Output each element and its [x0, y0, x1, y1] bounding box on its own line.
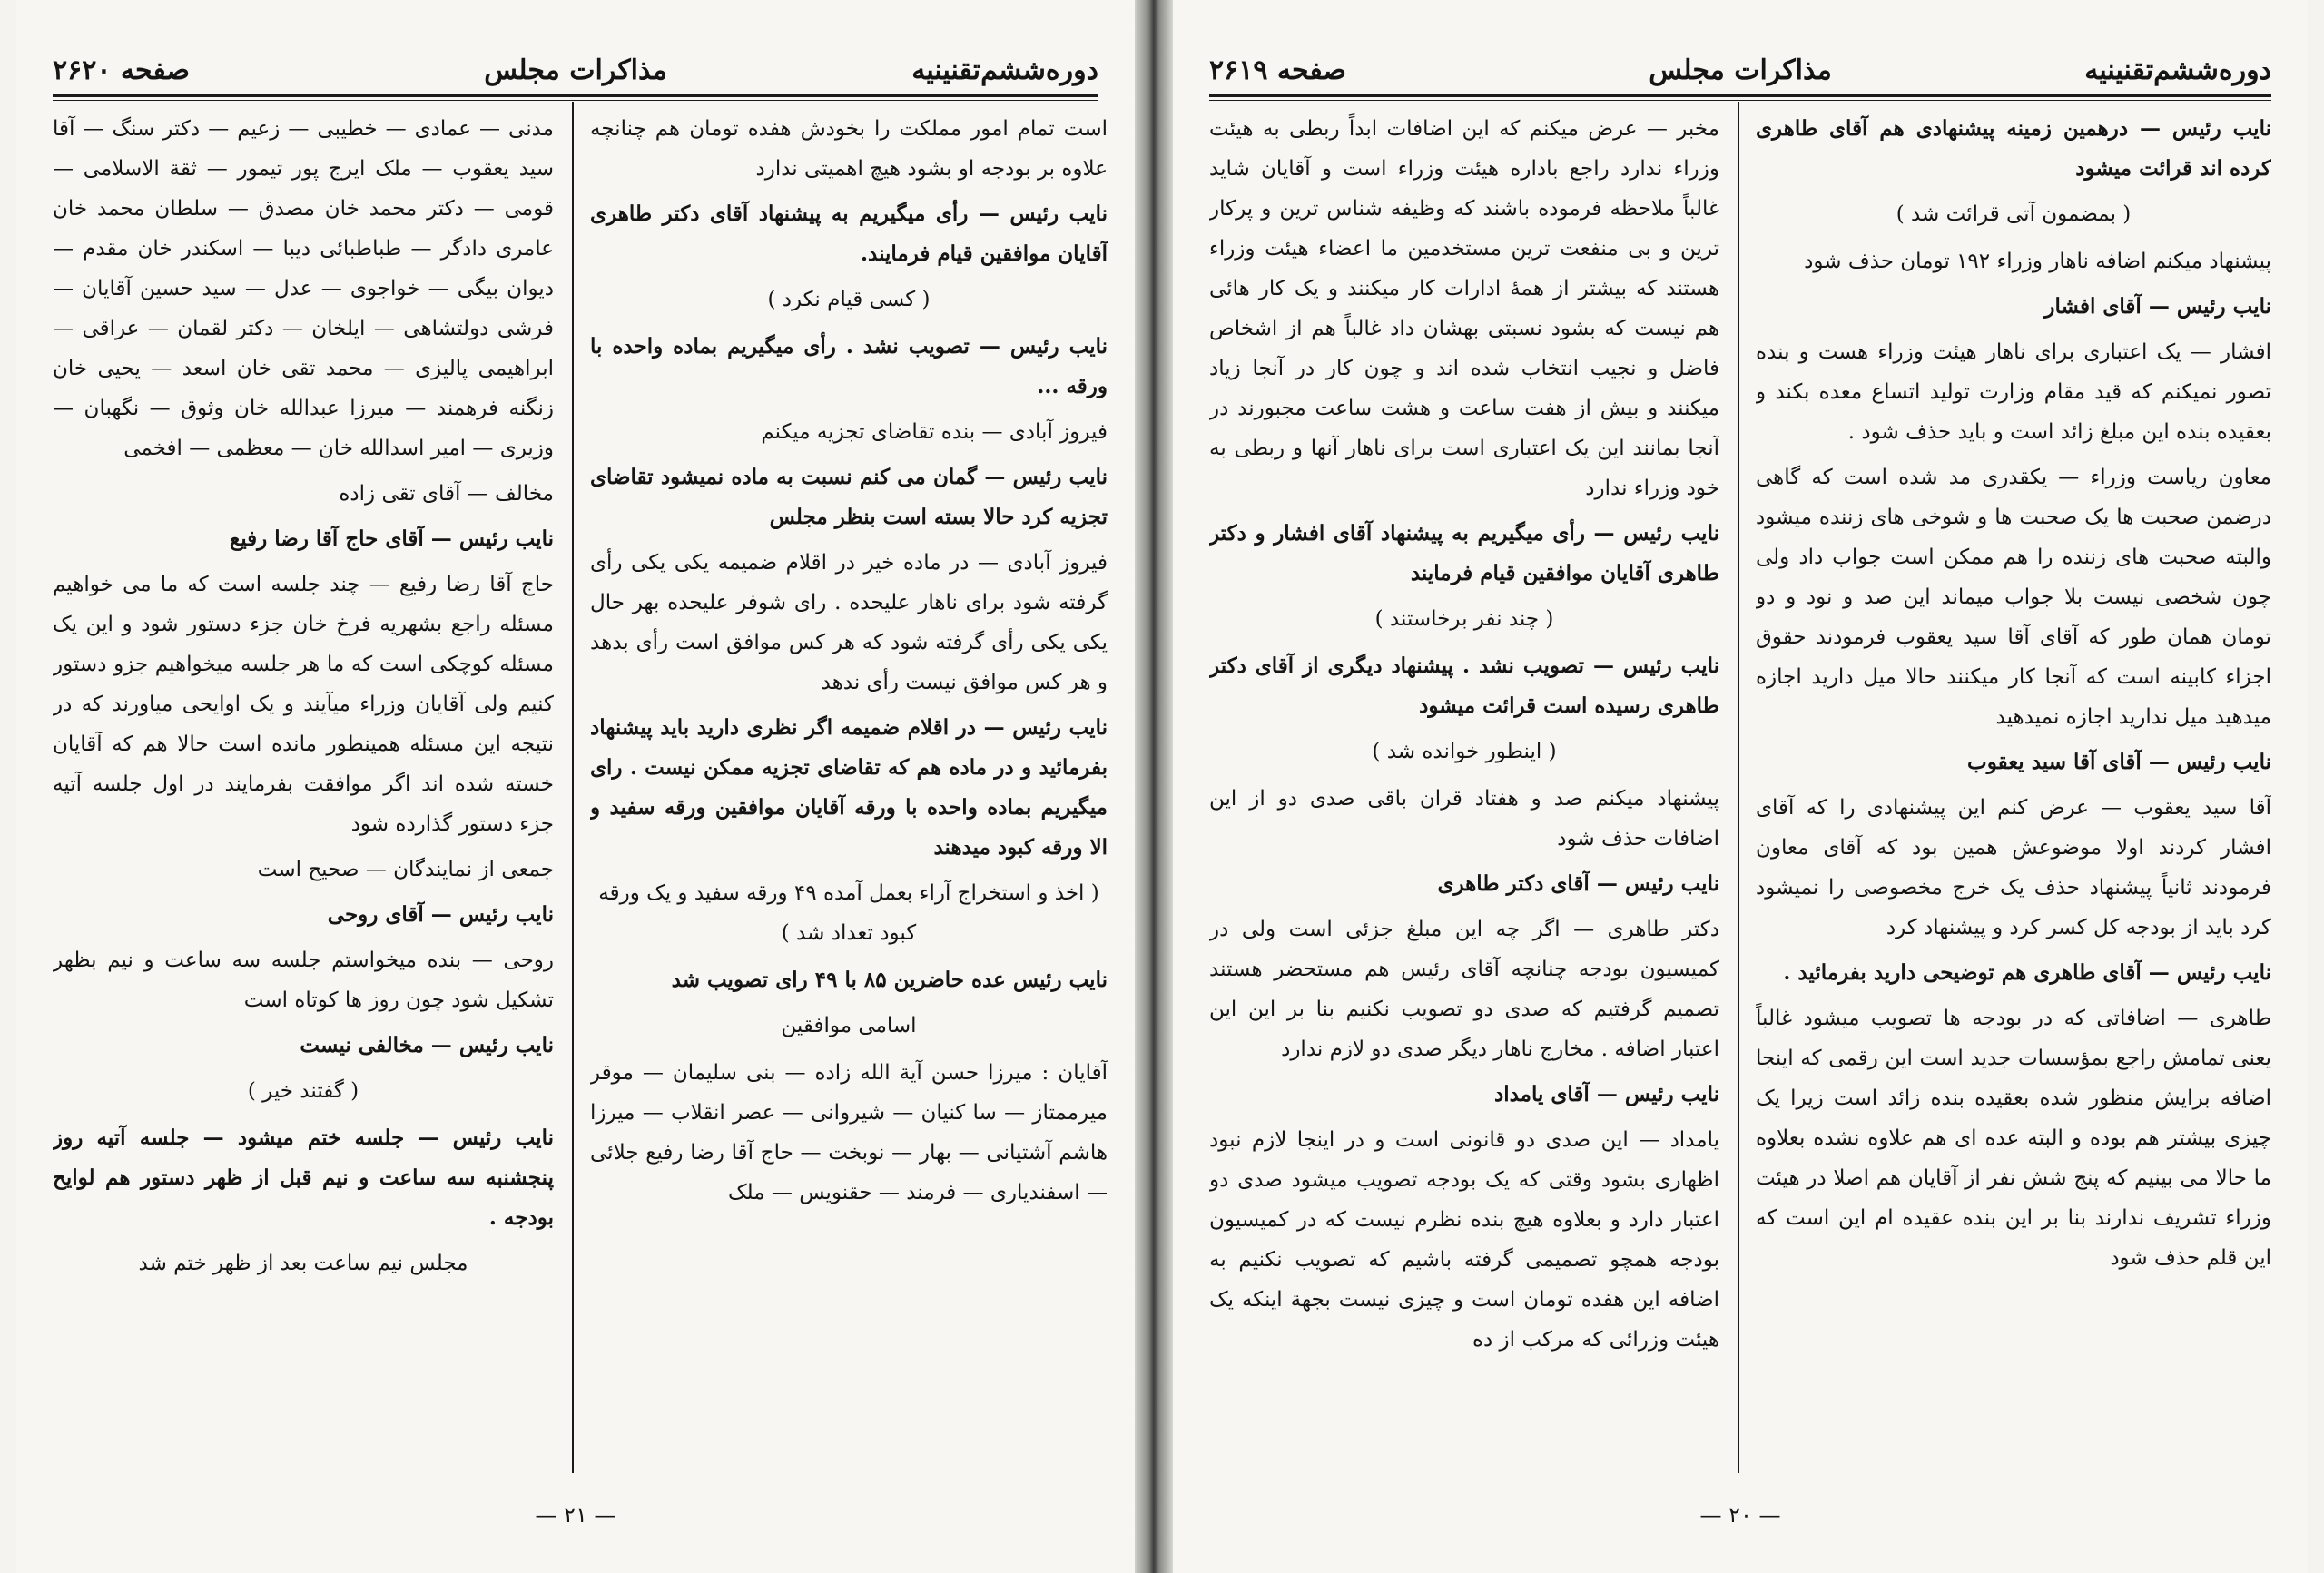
- speaker-paragraph: نایب رئیس — آقای یامداد: [1493, 1082, 1719, 1106]
- speaker-paragraph: نایب رئیس — آقای دکتر طاهری: [1437, 871, 1719, 896]
- speaker-paragraph: نایب رئیس — آقای حاج آقا رضا رفیع: [229, 526, 554, 551]
- right-page-right-column: [1756, 109, 2271, 1464]
- text-paragraph: مخبر — عرض میکنم که این اضافات ابداً ربطی به هیئت وزراء ندارد راجع باداره هیئت وزراء است و آقایان شاید غالباً ملاحظه فرموده باشند که وظیفه شناس ترین و پرکار ترین و بی منفعت ترین مستخدمین ما اعضاء هیئت وزراء هستند که بیشتر از همهٔ ادارات کار میکنند و یک کار هائی هم نیست که بشود نسبتی بهشان داد غالباً هم از اشخاص فاضل و نجیب انتخاب شده اند و چون کار در آنجا زیاد میکنند و بیش از هفت ساعت و هشت ساعت مجبورند در آنجا بمانند این یک اعتباری است برای ناهار آنها و ربطی به خود وزراء ندارد: [1209, 117, 1719, 500]
- page-number-label: صفحه ۲۶۱۹: [1209, 54, 1346, 86]
- header-rule-thin: [1209, 100, 2271, 101]
- session-label: دوره‌ششم‌تقنینیه: [2084, 54, 2271, 86]
- text-paragraph: یامداد — این صدی دو قانونی است و در اینجا لازم نبود اظهاری بشود وقتی که یک بودجه تصویب میشود صدی دو اعتبار دارد و بعلاوه هیچ بنده نظرم نیست که در کمیسیون بودجه همچو تصمیمی گرفته باشیم که تصویب نکنیم به اضافه این هفده تومان است و چیزی نیست بجهة اینکه یک هیئت وزرائی که مرکب از ده: [1209, 1128, 1719, 1352]
- speaker-paragraph: نایب رئیس — تصویب نشد . پیشنهاد دیگری از آقای دکتر طاهری رسیده است قرائت میشود: [1209, 654, 1719, 718]
- header-rule-thin: [53, 100, 1098, 101]
- column-divider: [1738, 102, 1739, 1473]
- speaker-paragraph: نایب رئیس — گمان می کنم نسبت به ماده نمیشود تقاضای تجزیه کرد حالا بسته است بنظر مجلس: [590, 465, 1108, 529]
- speaker-paragraph: نایب رئیس — آقای افشار: [2044, 294, 2271, 319]
- speaker-paragraph: نایب رئیس — آقای آقا سید یعقوب: [1967, 750, 2271, 774]
- note-line: ( کسی قیام نکرد ): [767, 288, 931, 311]
- text-paragraph: آقایان : میرزا حسن آیة الله زاده — بنی سلیمان — موقر میرممتاز — سا کنیان — شیروانی — عصر انقلاب — میرزا هاشم آشتیانی — بهار — نوبخت — حاج آقا رضا رفیع جلائی — اسفندیاری — فرمند — حقنویس — ملک: [590, 1061, 1108, 1204]
- speaker-paragraph: نایب رئیس — مخالفی نیست: [300, 1033, 554, 1057]
- left-page-header: [53, 54, 1098, 94]
- note-line: اسامی موافقین: [781, 1014, 917, 1037]
- header-rule: [1209, 94, 2271, 97]
- text-paragraph: آقا سید یعقوب — عرض کنم این پیشنهادی را که آقای افشار کردند اولا موضوعش همین بود که آقای معاون فرمودند ثانیاً پیشنهاد حذف یک خرج مخصوصی را نمیشود کرد باید از بودجه کل کسر کرد و پیشنهاد کرد: [1756, 796, 2271, 939]
- speaker-paragraph: نایب رئیس — آقای طاهری هم توضیحی دارید بفرمائید .: [1783, 960, 2271, 985]
- right-page: [1173, 0, 2308, 1573]
- text-paragraph: افشار — یک اعتباری برای ناهار هیئت وزراء هست و بنده تصور نمیکنم که قید مقام وزارت تولید اتساع معده بکند و بعقیده بنده این مبلغ زائد است و باید حذف شود .: [1756, 340, 2271, 444]
- text-paragraph: جمعی از نمایندگان — صحیح است: [257, 858, 554, 881]
- text-paragraph: پیشنهاد میکنم صد و هفتاد قران باقی صدی دو از این اضافات حذف شود: [1209, 787, 1719, 850]
- text-paragraph: دکتر طاهری — اگر چه این مبلغ جزئی است ولی در کمیسیون بودجه چنانچه آقای رئیس هم مستحضر هستند تصمیم گرفتیم که صدی دو تصویب نکنیم بنا بر این این اعتبار اضافه . مخارج ناهار دیگر صدی دو لازم ندارد: [1209, 918, 1719, 1061]
- text-paragraph: فیروز آبادی — در ماده خیر در اقلام ضمیمه یکی یکی رأی گرفته شود برای ناهار علیحده . رای شوفر علیحده بهر حال یکی یکی رأی گرفته شود که هر کس موافق است رأی بدهد و هر کس موافق نیست رأی ندهد: [590, 551, 1108, 694]
- text-paragraph: مخالف — آقای تقی زاده: [339, 482, 554, 506]
- text-paragraph: روحی — بنده میخواستم جلسه سه ساعت و نیم بظهر تشکیل شود چون روز ها کوتاه است: [53, 949, 554, 1012]
- text-paragraph: طاهری — اضافاتی که در بودجه ها تصویب میشود غالباً یعنی تمامش راجع بمؤسسات جدید است این رقمی که اینجا اضافه برایش منظور شده بعقیده بنده زائد است زیرا یک چیزی بیشتر هم بوده و البته عده ای هم علاوه نشده بعلاوه ما حالا می بینیم که پنج شش نفر از آقایان هم اصلا در هیئت وزراء تشریف ندارند بنا بر این بنده عقیده ام این است که این قلم حذف شود: [1756, 1007, 2271, 1270]
- session-label: دوره‌ششم‌تقنینیه: [911, 54, 1098, 86]
- right-page-footer: — ۲۰ —: [1699, 1502, 1781, 1528]
- book-gutter: [1135, 0, 1173, 1573]
- text-paragraph: فیروز آبادی — بنده تقاضای تجزیه میکنم: [761, 420, 1108, 444]
- note-line: ( چند نفر برخاستند ): [1374, 607, 1554, 631]
- right-page-left-column: [1209, 109, 1719, 1464]
- page-number-label: صفحه ۲۶۲۰: [53, 54, 190, 86]
- left-page: [16, 0, 1135, 1573]
- text-paragraph: است تمام امور مملکت را بخودش هفده تومان هم چنانچه علاوه بر بودجه او بشود هیچ اهمیتی ندارد: [590, 117, 1108, 181]
- right-page-header: [1209, 54, 2271, 94]
- speaker-paragraph: نایب رئیس — آقای روحی: [327, 902, 554, 927]
- left-page-left-column: [53, 109, 554, 1464]
- speaker-paragraph: نایب رئیس — درهمین زمینه پیشنهادی هم آقای طاهری کرده اند قرائت میشود: [1756, 116, 2271, 181]
- speaker-paragraph: نایب رئیس — تصویب نشد . رأی میگیریم بماده واحده با ورقه ...: [590, 334, 1108, 398]
- left-page-footer: — ۲۱ —: [535, 1502, 616, 1528]
- note-line: ( اینطور خوانده شد ): [1372, 740, 1557, 763]
- text-paragraph: پیشنهاد میکنم اضافه ناهار وزراء ۱۹۲ تومان حذف شود: [1804, 250, 2271, 273]
- text-paragraph: حاج آقا رضا رفیع — چند جلسه است که ما می خواهیم مسئله راجع بشهریه فرخ خان جزء دستور شود و این یک مسئله کوچکی است که ما هر جلسه میخواهیم جزو دستور کنیم ولی آقایان وزراء میآیند و یک اوایحی میاورند که در نتیجه این مسئله همینطور مانده است حالا هم که آقایان خسته شده اند اگر موافقت بفرمایند در اول جلسه آتیه جزء دستور گذارده شود: [53, 573, 554, 836]
- closing-line: مجلس نیم ساعت بعد از ظهر ختم شد: [138, 1252, 468, 1275]
- note-line: ( اخذ و استخراج آراء بعمل آمده ۴۹ ورقه سفید و یک ورقه کبود تعداد شد ): [598, 881, 1099, 945]
- note-line: ( بمضمون آتی قرائت شد ): [1896, 202, 2132, 226]
- note-line: ( گفتند خیر ): [247, 1079, 359, 1103]
- text-paragraph: معاون ریاست وزراء — یکقدری مد شده است که گاهی درضمن صحبت ها یک صحبت ها و شوخی های زننده میشود والبته صحبت های زننده را هم ممکن است جواب داد ولی چون شخصی نیست بلا جواب میماند این صد و نود و دو تومان همان طور که آقای آقا سید یعقوب فرمودند حقوق اجزاء کابینه است که آنجا کار میکنند حالا میل دارید اجازه میدهید میل ندارید اجازه نمیدهید: [1756, 466, 2271, 729]
- speaker-paragraph: نایب رئیس — رأی میگیریم به پیشنهاد آقای دکتر طاهری آقایان موافقین قیام فرمایند.: [590, 202, 1108, 266]
- speaker-paragraph: نایب رئیس عده حاضرین ۸۵ با ۴۹ رای تصویب شد: [671, 968, 1108, 992]
- header-rule: [53, 94, 1098, 97]
- speaker-paragraph: نایب رئیس — رأی میگیریم به پیشنهاد آقای افشار و دکتر طاهری آقایان موافقین قیام فرمایند: [1209, 521, 1719, 585]
- speaker-paragraph: نایب رئیس — در اقلام ضمیمه اگر نظری دارید باید پیشنهاد بفرمائید و در ماده هم که تقاضای تجزیه ممکن نیست . رای میگیریم بماده واحده با ورقه آقایان موافقین ورقه سفید و الا ورقه کبود میدهند: [590, 715, 1108, 860]
- text-paragraph: مدنی — عمادی — خطیبی — زعیم — دکتر سنگ — آقا سید یعقوب — ملک ایرج پور تیمور — ثقة الاسلامی — قومی — دکتر محمد خان مصدق — سلطان محمد خان عامری دادگر — طباطبائی دیبا — اسکندر خان مقدم — دیوان بیگی — خواجوی — عدل — سید حسین آقایان — فرشی دولتشاهی — ایلخان — دکتر لقمان — عراقی — ابراهیمی پالیزی — محمد تقی خان اسعد — یحیی خان زنگنه فرهمند — میرزا عبدالله خان وثوق — نگهبان — وزیری — امیر اسدالله خان — معظمی — افخمی: [53, 117, 554, 460]
- speaker-paragraph: نایب رئیس — جلسه ختم میشود — جلسه آتیه روز پنجشنبه سه ساعت و نیم قبل از ظهر دستور هم لوایح بودجه .: [53, 1126, 554, 1230]
- journal-title: مذاکرات مجلس: [484, 54, 667, 86]
- column-divider: [572, 102, 574, 1473]
- left-page-right-column: [590, 109, 1108, 1464]
- journal-title: مذاکرات مجلس: [1649, 54, 1832, 86]
